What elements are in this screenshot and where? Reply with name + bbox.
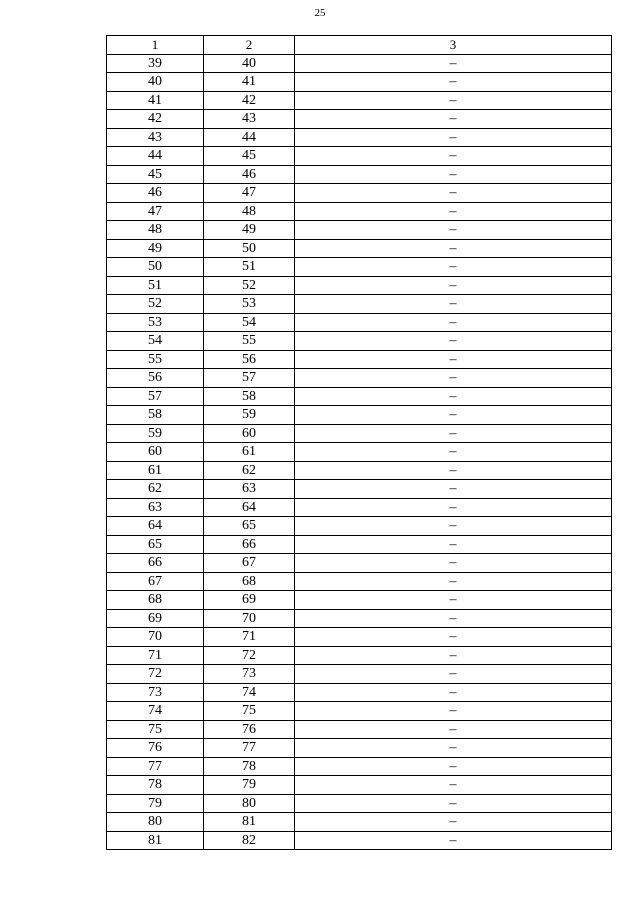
table-cell-col-1: 44 [107, 147, 204, 166]
table-cell-col-1: 66 [107, 554, 204, 573]
table-cell-col-3: – [295, 628, 612, 647]
table-row [107, 424, 612, 443]
table-cell-col-3: – [295, 609, 612, 628]
table-row [107, 665, 612, 684]
table-cell-col-1: 76 [107, 739, 204, 758]
table-row [107, 554, 612, 573]
table-cell-col-1: 48 [107, 221, 204, 240]
table-cell-col-2: 73 [204, 665, 295, 684]
table-cell-col-2: 54 [204, 313, 295, 332]
table-cell-col-2: 59 [204, 406, 295, 425]
table-cell-col-3: – [295, 276, 612, 295]
table-cell-col-1: 73 [107, 683, 204, 702]
table-cell-col-1: 54 [107, 332, 204, 351]
table-cell-col-3: – [295, 776, 612, 795]
table-cell-col-1: 41 [107, 91, 204, 110]
table-row [107, 702, 612, 721]
table-cell-col-2: 75 [204, 702, 295, 721]
table-cell-col-2: 42 [204, 91, 295, 110]
table-cell-col-3: – [295, 739, 612, 758]
table-cell-col-2: 48 [204, 202, 295, 221]
table-row [107, 480, 612, 499]
table-cell-col-1: 63 [107, 498, 204, 517]
table-row [107, 757, 612, 776]
table-row [107, 776, 612, 795]
table-row [107, 91, 612, 110]
table-cell-col-2: 76 [204, 720, 295, 739]
table-cell-col-3: – [295, 147, 612, 166]
table-cell-col-2: 67 [204, 554, 295, 573]
table-row [107, 794, 612, 813]
table-row [107, 313, 612, 332]
table-row [107, 591, 612, 610]
table-cell-col-2: 55 [204, 332, 295, 351]
table-cell-col-3: – [295, 202, 612, 221]
table-row [107, 498, 612, 517]
table-body [107, 54, 612, 850]
table-row [107, 350, 612, 369]
table-cell-col-1: 53 [107, 313, 204, 332]
table-cell-col-2: 65 [204, 517, 295, 536]
table-cell-col-2: 58 [204, 387, 295, 406]
table-cell-col-1: 60 [107, 443, 204, 462]
table-cell-col-2: 77 [204, 739, 295, 758]
column-header-3: 3 [295, 36, 612, 55]
table-cell-col-3: – [295, 665, 612, 684]
column-header-1: 1 [107, 36, 204, 55]
table-cell-col-1: 46 [107, 184, 204, 203]
table-cell-col-3: – [295, 554, 612, 573]
table-cell-col-2: 49 [204, 221, 295, 240]
table-cell-col-1: 70 [107, 628, 204, 647]
table-cell-col-1: 52 [107, 295, 204, 314]
table-cell-col-3: – [295, 517, 612, 536]
table-row [107, 609, 612, 628]
data-table [106, 35, 612, 850]
table-row [107, 646, 612, 665]
table-cell-col-3: – [295, 128, 612, 147]
table-cell-col-3: – [295, 683, 612, 702]
table-cell-col-3: – [295, 406, 612, 425]
table-row [107, 128, 612, 147]
table-cell-col-3: – [295, 369, 612, 388]
table-row [107, 813, 612, 832]
table-cell-col-2: 46 [204, 165, 295, 184]
table-row [107, 535, 612, 554]
table-cell-col-3: – [295, 535, 612, 554]
table-row [107, 739, 612, 758]
table-cell-col-3: – [295, 831, 612, 850]
table-row [107, 239, 612, 258]
table-cell-col-1: 72 [107, 665, 204, 684]
table-row [107, 54, 612, 73]
table-cell-col-3: – [295, 794, 612, 813]
table-cell-col-2: 40 [204, 54, 295, 73]
table-cell-col-3: – [295, 720, 612, 739]
table-cell-col-3: – [295, 313, 612, 332]
table-cell-col-3: – [295, 461, 612, 480]
table-row [107, 572, 612, 591]
table-cell-col-2: 70 [204, 609, 295, 628]
table-cell-col-3: – [295, 73, 612, 92]
table-cell-col-2: 63 [204, 480, 295, 499]
table-cell-col-3: – [295, 165, 612, 184]
data-table-container [106, 35, 611, 850]
table-cell-col-2: 66 [204, 535, 295, 554]
table-cell-col-3: – [295, 480, 612, 499]
table-row [107, 110, 612, 129]
table-cell-col-3: – [295, 702, 612, 721]
table-cell-col-1: 45 [107, 165, 204, 184]
table-cell-col-3: – [295, 332, 612, 351]
table-cell-col-1: 55 [107, 350, 204, 369]
table-cell-col-2: 82 [204, 831, 295, 850]
table-cell-col-1: 62 [107, 480, 204, 499]
table-cell-col-3: – [295, 91, 612, 110]
table-cell-col-1: 50 [107, 258, 204, 277]
table-cell-col-1: 67 [107, 572, 204, 591]
table-cell-col-2: 50 [204, 239, 295, 258]
table-row [107, 258, 612, 277]
table-cell-col-1: 81 [107, 831, 204, 850]
table-cell-col-3: – [295, 110, 612, 129]
table-cell-col-1: 74 [107, 702, 204, 721]
table-cell-col-3: – [295, 572, 612, 591]
table-cell-col-1: 51 [107, 276, 204, 295]
table-cell-col-1: 40 [107, 73, 204, 92]
table-cell-col-1: 61 [107, 461, 204, 480]
table-cell-col-2: 72 [204, 646, 295, 665]
table-row [107, 720, 612, 739]
table-cell-col-3: – [295, 295, 612, 314]
table-row [107, 332, 612, 351]
table-row [107, 295, 612, 314]
table-row [107, 369, 612, 388]
table-row [107, 387, 612, 406]
table-cell-col-1: 58 [107, 406, 204, 425]
table-cell-col-3: – [295, 443, 612, 462]
table-cell-col-2: 56 [204, 350, 295, 369]
table-row [107, 73, 612, 92]
table-row [107, 221, 612, 240]
table-cell-col-2: 52 [204, 276, 295, 295]
table-cell-col-2: 79 [204, 776, 295, 795]
table-cell-col-2: 51 [204, 258, 295, 277]
table-row [107, 184, 612, 203]
table-cell-col-1: 42 [107, 110, 204, 129]
table-cell-col-3: – [295, 184, 612, 203]
table-cell-col-3: – [295, 221, 612, 240]
table-cell-col-1: 80 [107, 813, 204, 832]
table-cell-col-3: – [295, 591, 612, 610]
table-row [107, 276, 612, 295]
table-cell-col-1: 77 [107, 757, 204, 776]
table-cell-col-1: 56 [107, 369, 204, 388]
table-cell-col-3: – [295, 813, 612, 832]
table-cell-col-2: 62 [204, 461, 295, 480]
table-cell-col-3: – [295, 757, 612, 776]
table-cell-col-3: – [295, 350, 612, 369]
table-cell-col-2: 69 [204, 591, 295, 610]
table-row [107, 443, 612, 462]
table-row [107, 202, 612, 221]
table-cell-col-1: 68 [107, 591, 204, 610]
table-cell-col-2: 43 [204, 110, 295, 129]
table-cell-col-2: 61 [204, 443, 295, 462]
table-cell-col-1: 65 [107, 535, 204, 554]
table-cell-col-2: 53 [204, 295, 295, 314]
table-cell-col-2: 68 [204, 572, 295, 591]
table-cell-col-3: – [295, 387, 612, 406]
table-cell-col-1: 64 [107, 517, 204, 536]
table-cell-col-1: 39 [107, 54, 204, 73]
table-cell-col-3: – [295, 646, 612, 665]
table-cell-col-1: 79 [107, 794, 204, 813]
table-cell-col-1: 49 [107, 239, 204, 258]
table-cell-col-2: 60 [204, 424, 295, 443]
table-row [107, 517, 612, 536]
table-cell-col-2: 57 [204, 369, 295, 388]
table-cell-col-1: 47 [107, 202, 204, 221]
table-row [107, 165, 612, 184]
table-cell-col-1: 59 [107, 424, 204, 443]
table-cell-col-2: 81 [204, 813, 295, 832]
table-row [107, 683, 612, 702]
table-cell-col-2: 44 [204, 128, 295, 147]
table-cell-col-2: 80 [204, 794, 295, 813]
table-cell-col-2: 41 [204, 73, 295, 92]
table-cell-col-1: 69 [107, 609, 204, 628]
table-row [107, 406, 612, 425]
table-row [107, 628, 612, 647]
table-cell-col-2: 78 [204, 757, 295, 776]
table-row [107, 831, 612, 850]
table-header-row [107, 36, 612, 55]
table-cell-col-3: – [295, 498, 612, 517]
table-cell-col-3: – [295, 258, 612, 277]
table-cell-col-1: 78 [107, 776, 204, 795]
column-header-2: 2 [204, 36, 295, 55]
table-cell-col-3: – [295, 54, 612, 73]
table-cell-col-2: 71 [204, 628, 295, 647]
table-row [107, 461, 612, 480]
table-cell-col-1: 57 [107, 387, 204, 406]
table-cell-col-1: 71 [107, 646, 204, 665]
table-cell-col-1: 43 [107, 128, 204, 147]
table-cell-col-2: 47 [204, 184, 295, 203]
page-number: 25 [314, 7, 326, 19]
table-row [107, 147, 612, 166]
table-cell-col-1: 75 [107, 720, 204, 739]
table-cell-col-2: 64 [204, 498, 295, 517]
table-cell-col-3: – [295, 239, 612, 258]
table-cell-col-2: 45 [204, 147, 295, 166]
table-cell-col-2: 74 [204, 683, 295, 702]
table-cell-col-3: – [295, 424, 612, 443]
